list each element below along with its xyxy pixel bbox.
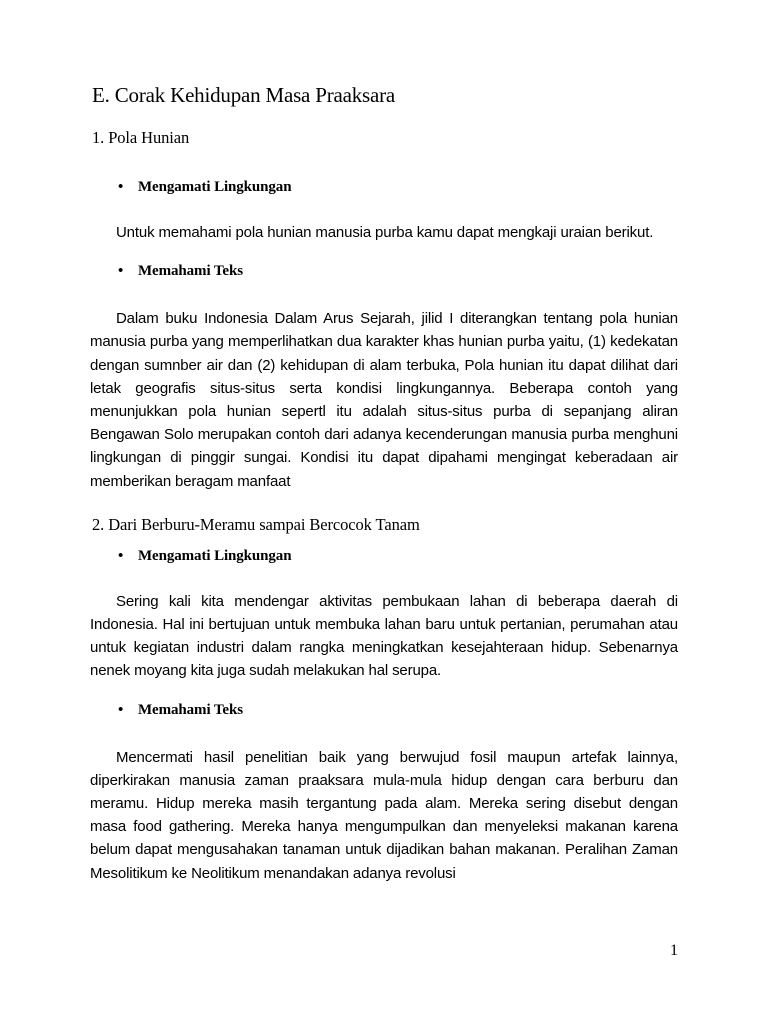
spacer [90,281,678,307]
spacer [90,535,678,547]
bullet-icon: • [118,263,124,280]
document-body [90,82,678,959]
list-item [90,701,678,720]
list-item-label: Memahami Teks [138,263,243,280]
list-item-label: Mengamati Lingkungan [138,179,292,195]
list-item-label: Memahami Teks [138,701,243,718]
page-number: 1 [670,942,678,959]
paragraph: Sering kali kita mendengar aktivitas pembukaan lahan di beberapa daerah di Indonesia. Hal ini bertujuan untuk membuka lahan baru untuk pertanian, perumahan atau untuk kegiatan industri dalam rangka meningkatkan kesejahteraan hidup. Sebenarnya nenek moyang kita juga sudah melakukan hal serupa. [90,592,678,680]
bullet-icon: • [118,179,124,195]
list-item [90,178,678,197]
paragraph: Untuk memahami pola hunian manusia purba kamu dapat mengkaji uraian berikut. [116,224,654,241]
spacer [90,683,678,701]
paragraph: Mencermati hasil penelitian baik yang berwujud fosil maupun artefak lainnya, diperkirakan manusia zaman praaksara mula-mula hidup dengan cara berburu dan meramu. Hidup mereka masih tergantung pada alam. Mereka sering disebut dengan masa food gathering. Mereka hanya mengumpulkan dan menyeleksi makanan karena belum dapat mengusahakan tanaman untuk dijadikan bahan makanan. Peralihan Zaman Mesolitikum ke Neolitikum menandakan adanya revolusi [90,748,678,882]
bullet-icon: • [118,547,124,564]
bullet-icon: • [118,701,124,718]
list-item [90,262,678,281]
spacer [90,720,678,746]
section-heading-2: 2. Dari Berburu-Meramu sampai Bercocok Tanam [92,514,420,534]
list-item [90,547,678,566]
page-title: E. Corak Kehidupan Masa Praaksara [92,83,396,107]
spacer [90,493,678,515]
spacer [90,566,678,590]
section-heading-1: 1. Pola Hunian [92,128,190,147]
spacer [90,148,678,178]
spacer [90,244,678,262]
list-item-label: Mengamati Lingkungan [138,547,292,564]
spacer [90,108,678,128]
spacer [90,197,678,221]
paragraph: Dalam buku Indonesia Dalam Arus Sejarah, jilid I diterangkan tentang pola hunian manusia purba yang memperlihatkan dua karakter khas hunian purba yaitu, (1) kedekatan dengan sumnber air dan (2) kehidupan di alam terbuka, Pola hunian itu dapat dilihat dari letak geografis situs-situs serta kondisi lingkungannya. Beberapa contoh yang menunjukkan pola hunian sepertl itu adalah situs-situs purba di sepanjang aliran Bengawan Solo merupakan contoh dari adanya kecenderungan manusia purba menghuni lingkungan di pinggir sungai. Kondisi itu dapat dipahami mengingat keberadaan air memberikan beragam manfaat [90,310,678,490]
